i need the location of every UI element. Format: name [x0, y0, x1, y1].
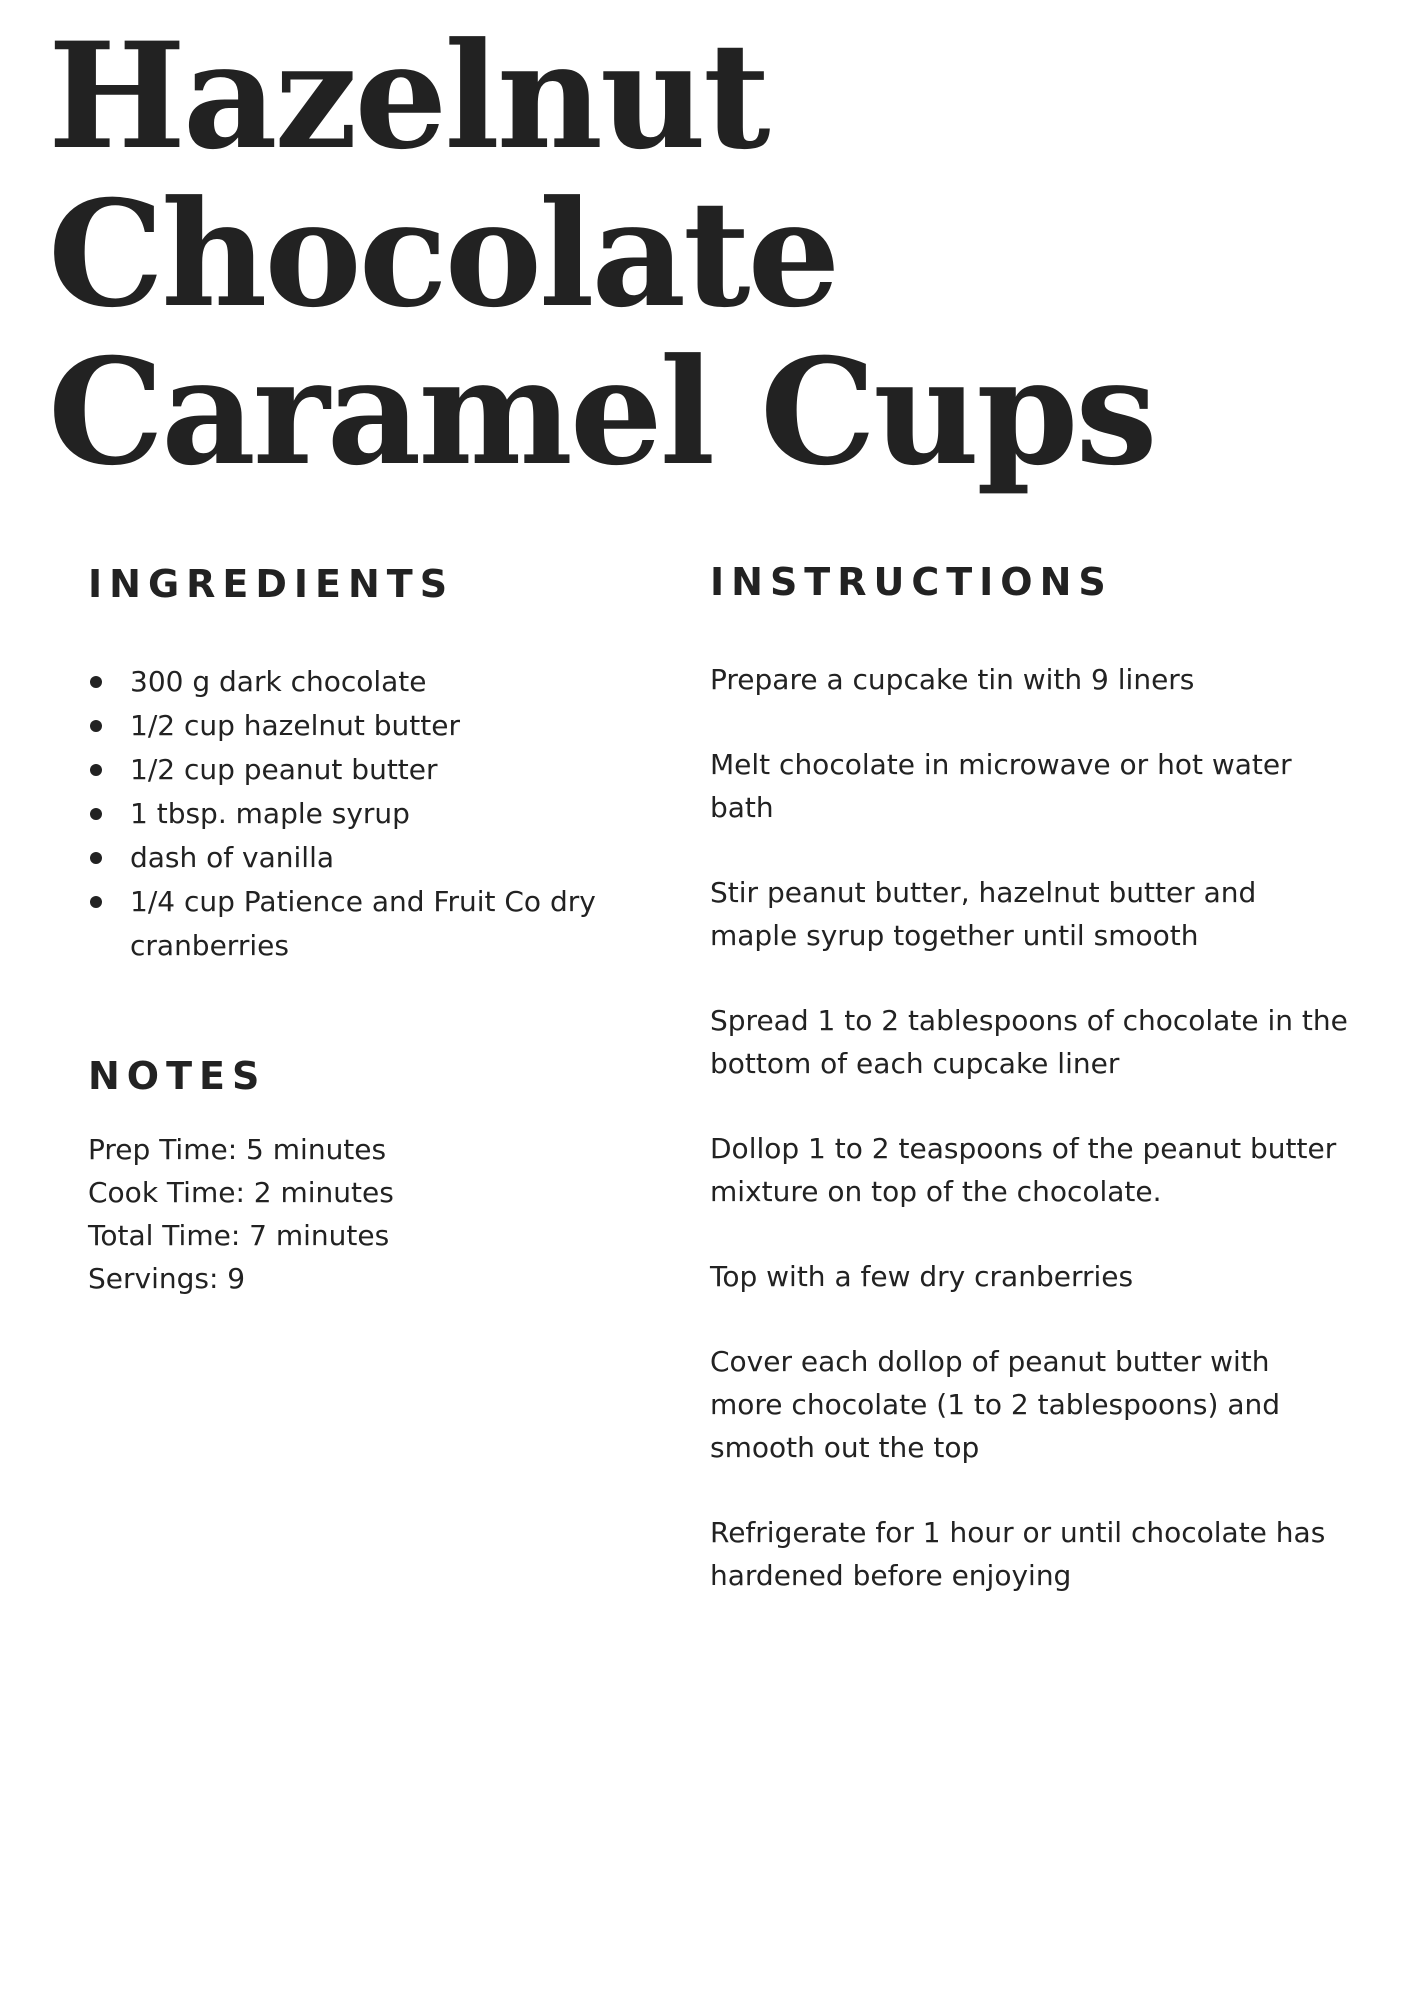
instruction-step: Spread 1 to 2 tablespoons of chocolate in the bottom of each cupcake liner	[710, 1004, 1348, 1080]
ingredient-item: 1/2 cup peanut butter	[88, 748, 648, 792]
note-line: Cook Time: 2 minutes	[88, 1176, 394, 1209]
instruction-step: Stir peanut butter, hazelnut butter and maple syrup together until smooth	[710, 876, 1257, 952]
ingredient-item: 1 tbsp. maple syrup	[88, 792, 648, 836]
recipe-title-line-3: Caramel Cups	[48, 327, 1155, 498]
note-line: Servings: 9	[88, 1262, 246, 1295]
recipe-title-line-1: Hazelnut	[48, 11, 768, 182]
instructions-list	[710, 658, 1350, 1639]
instruction-step: Refrigerate for 1 hour or until chocolate has hardened before enjoying	[710, 1516, 1326, 1592]
instruction-step: Dollop 1 to 2 teaspoons of the peanut butter mixture on top of the chocolate.	[710, 1132, 1337, 1208]
note-line: Total Time: 7 minutes	[88, 1219, 390, 1252]
instruction-step: Top with a few dry cranberries	[710, 1260, 1134, 1293]
ingredient-item: 1/2 cup hazelnut butter	[88, 704, 648, 748]
ingredient-item: 300 g dark chocolate	[88, 660, 648, 704]
instruction-step: Melt chocolate in microwave or hot water bath	[710, 748, 1292, 824]
instruction-step: Prepare a cupcake tin with 9 liners	[710, 663, 1195, 696]
ingredients-list	[88, 660, 648, 968]
notes-heading: NOTES	[88, 1054, 267, 1098]
instructions-heading: INSTRUCTIONS	[710, 560, 1113, 604]
recipe-title	[48, 11, 1155, 498]
instruction-step: Cover each dollop of peanut butter with more chocolate (1 to 2 tablespoons) and smooth out the top	[710, 1345, 1281, 1464]
ingredient-item: dash of vanilla	[88, 836, 648, 880]
ingredient-item: 1/4 cup Patience and Fruit Co dry cranberries	[88, 880, 648, 968]
note-line: Prep Time: 5 minutes	[88, 1133, 387, 1166]
notes-block	[88, 1128, 394, 1300]
ingredients-heading: INGREDIENTS	[88, 562, 455, 606]
recipe-title-line-2: Chocolate	[48, 169, 838, 340]
